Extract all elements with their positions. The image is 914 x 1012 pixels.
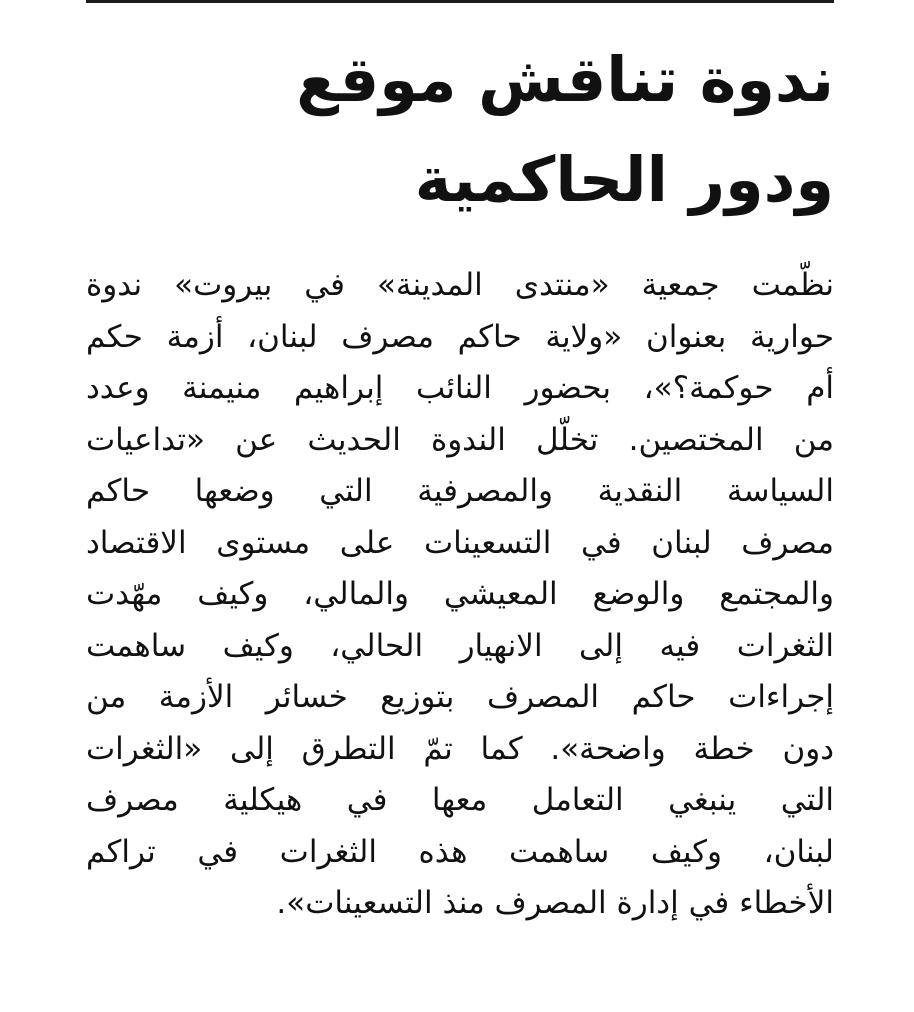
top-divider xyxy=(86,0,834,3)
headline-line: ندوة تناقش موقع xyxy=(296,43,834,116)
body-line: السياسة النقدية والمصرفية التي وضعها حاكم xyxy=(86,473,834,509)
body-line: إجراءات حاكم المصرف بتوزيع خسائر الأزمة من xyxy=(86,679,834,715)
body-line: من المختصين. تخلّل الندوة الحديث عن «تداعيات xyxy=(86,421,834,458)
body-line: الأخطاء في إدارة المصرف منذ التسعينات». xyxy=(276,885,834,921)
headline-line: ودور الحاكمية xyxy=(414,143,834,216)
body-line: لبنان، وكيف ساهمت هذه الثغرات في تراكم xyxy=(86,833,834,870)
body-line: أم حوكمة؟»، بحضور النائب إبراهيم منيمنة وعدد xyxy=(86,370,834,406)
body-line: حوارية بعنوان «ولاية حاكم مصرف لبنان، أزمة حكم xyxy=(86,318,834,355)
article-headline xyxy=(86,30,834,230)
news-article xyxy=(86,30,834,930)
body-line: مصرف لبنان في التسعينات على مستوى الاقتصاد xyxy=(86,524,834,561)
body-line: دون خطة واضحة». كما تمّ التطرق إلى «الثغرات xyxy=(86,730,834,767)
body-line: الثغرات فيه إلى الانهيار الحالي، وكيف ساهمت xyxy=(86,627,834,664)
article-body xyxy=(86,260,834,930)
body-line: نظّمت جمعية «منتدى المدينة» في بيروت» ندوة xyxy=(86,267,834,303)
body-line: والمجتمع والوضع المعيشي والمالي، وكيف مهّدت xyxy=(86,576,834,612)
body-line: التي ينبغي التعامل معها في هيكلية مصرف xyxy=(86,782,834,818)
